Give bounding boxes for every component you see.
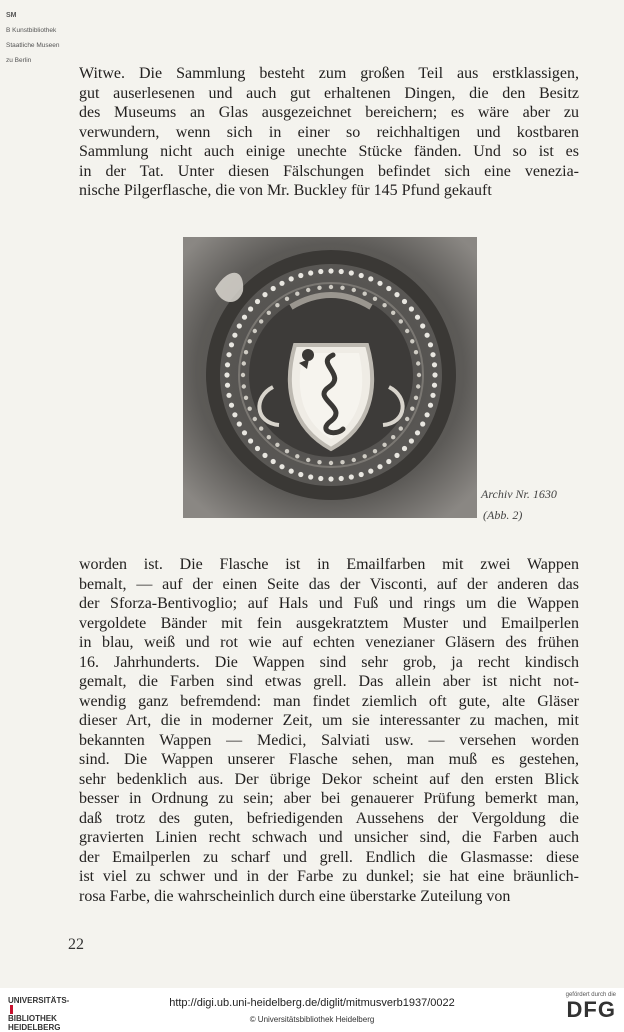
text-line: daß trotz des guten, befriedigenden Aussehens der Vergoldung die — [79, 809, 579, 827]
enamel-pearl-dot — [402, 446, 407, 451]
enamel-pearl-dot — [232, 412, 237, 417]
enamel-pearl-dot — [241, 373, 245, 377]
enamel-pearl-dot — [340, 286, 344, 290]
enamel-pearl-dot — [317, 460, 321, 464]
enamel-pearl-dot — [317, 286, 321, 290]
page-number: 22 — [68, 936, 84, 953]
enamel-pearl-dot — [285, 297, 289, 301]
enamel-pearl-dot — [420, 421, 425, 426]
enamel-pearl-dot — [428, 342, 433, 347]
enamel-pearl-dot — [415, 430, 420, 435]
enamel-pearl-dot — [255, 299, 260, 304]
enamel-pearl-dot — [394, 453, 399, 458]
enamel-pearl-dot — [363, 292, 367, 296]
footer — [0, 988, 624, 1032]
logo-line: HEIDELBERG — [8, 1023, 61, 1032]
enamel-pearl-dot — [262, 453, 267, 458]
enamel-pearl-dot — [306, 458, 310, 462]
enamel-pearl-dot — [368, 469, 373, 474]
enamel-pearl-dot — [237, 421, 242, 426]
enamel-pearl-dot — [253, 417, 257, 421]
enamel-pearl-dot — [420, 323, 425, 328]
text-line: bekannten Wappen — Medici, Salviati usw. — versehen worden — [79, 731, 579, 749]
text-line: nische Pilgerflasche, die von Mr. Buckley für 145 Pfund gekauft — [79, 182, 492, 199]
enamel-pearl-dot — [244, 350, 248, 354]
enamel-pearl-dot — [359, 273, 364, 278]
enamel-pearl-dot — [432, 372, 437, 377]
enamel-pearl-dot — [416, 384, 420, 388]
enamel-pearl-dot — [248, 438, 253, 443]
enamel-pearl-dot — [295, 292, 299, 296]
enamel-pearl-dot — [226, 393, 231, 398]
enamel-pearl-dot — [242, 361, 246, 365]
enamel-pearl-dot — [386, 459, 391, 464]
text-line: bemalt, — auf der einen Seite das der Visconti, auf der anderen das — [79, 575, 579, 593]
enamel-pearl-dot — [224, 372, 229, 377]
enamel-pearl-dot — [405, 329, 409, 333]
enamel-pearl-dot — [409, 438, 414, 443]
flask-coat-of-arms-image — [183, 237, 477, 518]
logo-line: UNIVERSITÄTS- — [8, 996, 70, 1005]
dfg-logo — [546, 992, 616, 1022]
enamel-pearl-dot — [259, 426, 263, 430]
text-line: besser in Ordnung zu sein; aber bei genauerer Prüfung bemerkt man, — [79, 790, 579, 807]
caption-archive-number: Archiv Nr. 1630 — [481, 487, 557, 501]
text-line: sehr bedenklich aus. Der übrige Dekor scheint auf den ersten Blick — [79, 770, 579, 788]
enamel-pearl-dot — [328, 476, 333, 481]
enamel-pearl-dot — [225, 383, 230, 388]
enamel-pearl-dot — [229, 403, 234, 408]
enamel-pearl-dot — [402, 299, 407, 304]
enamel-pearl-dot — [394, 292, 399, 297]
paragraph-1 — [79, 64, 579, 201]
permalink[interactable]: http://digi.ub.uni-heidelberg.de/diglit/mitmusverb1937/0022 — [169, 997, 455, 1009]
enamel-pearl-dot — [430, 393, 435, 398]
enamel-pearl-dot — [271, 286, 276, 291]
enamel-pearl-dot — [417, 373, 421, 377]
enamel-pearl-dot — [298, 273, 303, 278]
enamel-pearl-dot — [318, 476, 323, 481]
stamp-line: Staatliche Museen — [6, 41, 60, 49]
enamel-pearl-dot — [359, 472, 364, 477]
enamel-pearl-dot — [308, 474, 313, 479]
enamel-pearl-dot — [248, 339, 252, 343]
enamel-pearl-dot — [430, 352, 435, 357]
enamel-pearl-dot — [339, 476, 344, 481]
text-line: ist viel zu schwer und in der Farbe zu dunkel; sie hat eine bräunlich- — [79, 868, 579, 885]
enamel-pearl-dot — [352, 288, 356, 292]
stamp-line: zu Berlin — [6, 56, 32, 64]
enamel-pearl-dot — [410, 407, 414, 411]
enamel-pearl-dot — [275, 443, 279, 447]
enamel-pearl-dot — [318, 269, 323, 274]
text-line: worden ist. Die Flasche ist in Emailfarben mit zwei Wappen — [79, 556, 579, 573]
enamel-pearl-dot — [229, 342, 234, 347]
enamel-pearl-dot — [382, 303, 386, 307]
enamel-pearl-dot — [414, 396, 418, 400]
enamel-pearl-dot — [285, 449, 289, 453]
enamel-pearl-dot — [248, 407, 252, 411]
enamel-pearl-dot — [386, 286, 391, 291]
enamel-pearl-dot — [289, 276, 294, 281]
coat-of-arms-illustration — [183, 237, 477, 518]
enamel-pearl-dot — [352, 458, 356, 462]
dfg-mark: DFG — [566, 997, 616, 1022]
enamel-pearl-dot — [279, 281, 284, 286]
enamel-pearl-dot — [253, 329, 257, 333]
text-line: sind. Die Wappen unserer Flasche sehen, man muß es gestehen, — [79, 751, 579, 768]
enamel-pearl-dot — [255, 446, 260, 451]
text-line: in blau, weiß und rot wie auf echten venezianer Gläsern des frühen — [79, 634, 579, 651]
paragraph-2 — [79, 555, 579, 906]
text-line: gut auserlesenen und auch gut erhaltenen Dingen, die den Besitz — [79, 84, 579, 102]
enamel-pearl-dot — [368, 276, 373, 281]
enamel-pearl-dot — [226, 352, 231, 357]
text-line: rosa Farbe, die wahrscheinlich durch eine überstarke Zuteilung von — [79, 887, 511, 905]
text-line: 16. Jahrhunderts. Die Wappen sind sehr grob, ja recht kindisch — [79, 653, 579, 671]
enamel-pearl-dot — [363, 454, 367, 458]
text-line: gravierten Linien recht schwach und unsicher sind, die Farben auch — [79, 829, 579, 846]
enamel-pearl-dot — [377, 281, 382, 286]
enamel-pearl-dot — [399, 319, 403, 323]
stamp-initials: SM — [6, 11, 17, 19]
enamel-pearl-dot — [298, 472, 303, 477]
enamel-pearl-dot — [248, 306, 253, 311]
enamel-pearl-dot — [329, 285, 333, 289]
enamel-pearl-dot — [425, 333, 430, 338]
enamel-pearl-dot — [349, 270, 354, 275]
enamel-pearl-dot — [415, 315, 420, 320]
text-line: der Sforza-Bentivoglio; auf Hals und Fuß und rings um die Wappen — [79, 595, 579, 612]
text-line: Witwe. Die Sammlung besteht zum großen Teil aus erstklassigen, — [79, 65, 579, 82]
enamel-pearl-dot — [232, 333, 237, 338]
enamel-pearl-dot — [242, 315, 247, 320]
enamel-pearl-dot — [414, 350, 418, 354]
enamel-pearl-dot — [295, 454, 299, 458]
library-stamp — [6, 4, 59, 72]
copyright-notice: © Universitätsbibliothek Heidelberg — [249, 1015, 375, 1024]
enamel-pearl-dot — [308, 270, 313, 275]
enamel-pearl-dot — [267, 311, 271, 315]
text-line: dieser Art, die in moderner Zeit, um sie interessanter zu machen, mit — [79, 712, 579, 729]
enamel-pearl-dot — [410, 339, 414, 343]
enamel-pearl-dot — [339, 269, 344, 274]
enamel-pearl-dot — [275, 303, 279, 307]
enamel-pearl-dot — [425, 412, 430, 417]
text-line: Sammlung nicht auch einige unechte Stücke fänden. Und so ist es — [79, 143, 579, 160]
logo-line: BIBLIOTHEK — [8, 1014, 57, 1023]
enamel-pearl-dot — [328, 268, 333, 273]
enamel-pearl-dot — [279, 464, 284, 469]
enamel-pearl-dot — [267, 435, 271, 439]
enamel-pearl-dot — [382, 443, 386, 447]
enamel-pearl-dot — [373, 297, 377, 301]
enamel-pearl-dot — [340, 460, 344, 464]
enamel-pearl-dot — [225, 362, 230, 367]
enamel-pearl-dot — [373, 449, 377, 453]
funded-by-label: gefördert durch die — [565, 992, 616, 998]
enamel-pearl-dot — [289, 469, 294, 474]
enamel-pearl-dot — [259, 319, 263, 323]
enamel-pearl-dot — [391, 311, 395, 315]
enamel-pearl-dot — [428, 403, 433, 408]
enamel-pearl-dot — [399, 426, 403, 430]
enamel-pearl-dot — [377, 464, 382, 469]
enamel-pearl-dot — [306, 288, 310, 292]
enamel-pearl-dot — [416, 361, 420, 365]
text-line: der Emailperlen zu scharf und grell. Endlich die Glasmasse: diese — [79, 848, 579, 866]
text-line: verwundern, wenn sich in einer so reichhaltigen und kostbaren — [79, 123, 579, 141]
enamel-pearl-dot — [242, 384, 246, 388]
text-line: wendig ganz befremdend: man findet ziemlich oft gute, alte Gläser — [79, 692, 579, 710]
enamel-pearl-dot — [244, 396, 248, 400]
text-line: in der Tat. Unter diesen Fälschungen befindet sich eine venezia- — [79, 162, 579, 180]
stamp-line: B Kunstbibliothek — [6, 26, 57, 34]
enamel-pearl-dot — [271, 459, 276, 464]
enamel-pearl-dot — [242, 430, 247, 435]
enamel-pearl-dot — [349, 474, 354, 479]
text-line: gemalt, die Farben sind etwas grell. Das allein aber ist nicht not- — [79, 673, 579, 690]
enamel-pearl-dot — [405, 417, 409, 421]
enamel-pearl-dot — [262, 292, 267, 297]
enamel-pearl-dot — [432, 362, 437, 367]
caption-figure-number: (Abb. 2) — [483, 508, 523, 522]
enamel-pearl-dot — [329, 461, 333, 465]
text-line: vergoldete Bänder mit fein ausgekratztem Muster und Emailperlen — [79, 614, 579, 632]
text-line: des Museums an Glas ausgezeichnet bereichern; es wäre aber zu — [79, 104, 579, 121]
enamel-pearl-dot — [432, 383, 437, 388]
enamel-pearl-dot — [391, 435, 395, 439]
enamel-pearl-dot — [237, 323, 242, 328]
enamel-pearl-dot — [409, 306, 414, 311]
